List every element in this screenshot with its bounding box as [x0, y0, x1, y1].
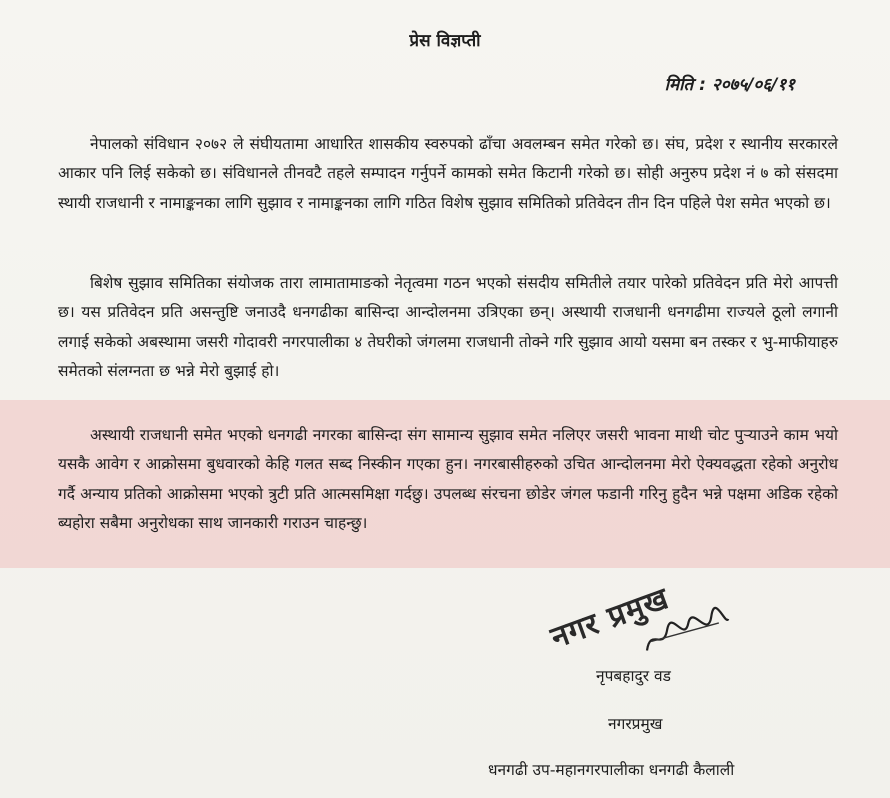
paragraph-3: अस्थायी राजधानी समेत भएको धनगढी नगरका बासिन्दा संग सामान्य सुझाव समेत नलिएर जसरी भावना माथी चोट पुऱ्याउने काम भयो यसकै आवेग र आक्रोसमा बुधवारको केहि गलत सब्द निस्कीन गएका हुन। नगरबासीहरुको उचित आन्दोलनमा मेरो ऐक्यवद्धता रहेको अनुरोध गर्दै अन्याय प्रतिको आक्रोसमा भएको त्रुटी प्रति आत्मसमिक्षा गर्दछु। उपलब्ध संरचना छोडेर जंगल फडानी गरिनु हुदैन भन्ने पक्षमा अडिक रहेको ब्यहोरा सबैमा अनुरोधका साथ जानकारी गराउन चाहन्छु।	[58, 425, 838, 532]
mayor-stamp: नगर प्रमुख	[546, 580, 674, 656]
document-title: प्रेस विज्ञप्ती	[409, 31, 481, 51]
office-name: धनगढी उप-महानगरपालीका धनगढी कैलाली	[488, 761, 735, 779]
paragraph-2: बिशेष सुझाव समितिका संयोजक तारा लामातामाङको नेतृत्वमा गठन भएको संसदीय समितीले तयार पारेको प्रतिवेदन प्रति मेरो आपत्ती छ। यस प्रतिवेदन प्रति असन्तुष्टि जनाउदै धनगढीका बासिन्दा आन्दोलनमा उत्रिएका छन्। अस्थायी राजधानी धनगढीमा राज्यले ठूलो लगानी लगाई सकेको अबस्थामा जसरी गोदावरी नगरपालीका ४ तेघरीको जंगलमा राजधानी तोक्ने गरि सुझाव आयो यसमा बन तस्कर र भु-माफीयाहरु समेतको संलग्नता छ भन्ने मेरो बुझाई हो।	[58, 273, 838, 380]
signatory-title: नगरप्रमुख	[608, 715, 663, 733]
paragraph-1: नेपालको संविधान २०७२ ले संघीयतामा आधारित शासकीय स्वरुपको ढाँचा अवलम्बन समेत गरेको छ। संघ, प्रदेश र स्थानीय सरकारले आकार पनि लिई सकेको छ। संविधानले तीनवटै तहले सम्पादन गर्नुपर्ने कामको समेत किटानी गरेको छ। सोही अनुरुप प्रदेश नं ७ को संसदमा स्थायी राजधानी र नामाङ्कनका लागि सुझाव र नामाङ्कनका लागि गठित विशेष सुझाव समितिको प्रतिवेदन तीन दिन पहिले पेश समेत भएको छ।	[58, 134, 838, 212]
signatory-name: नृपबहादुर वड	[596, 667, 671, 685]
document-date: मिति : २०७५/०६/११	[664, 75, 795, 95]
